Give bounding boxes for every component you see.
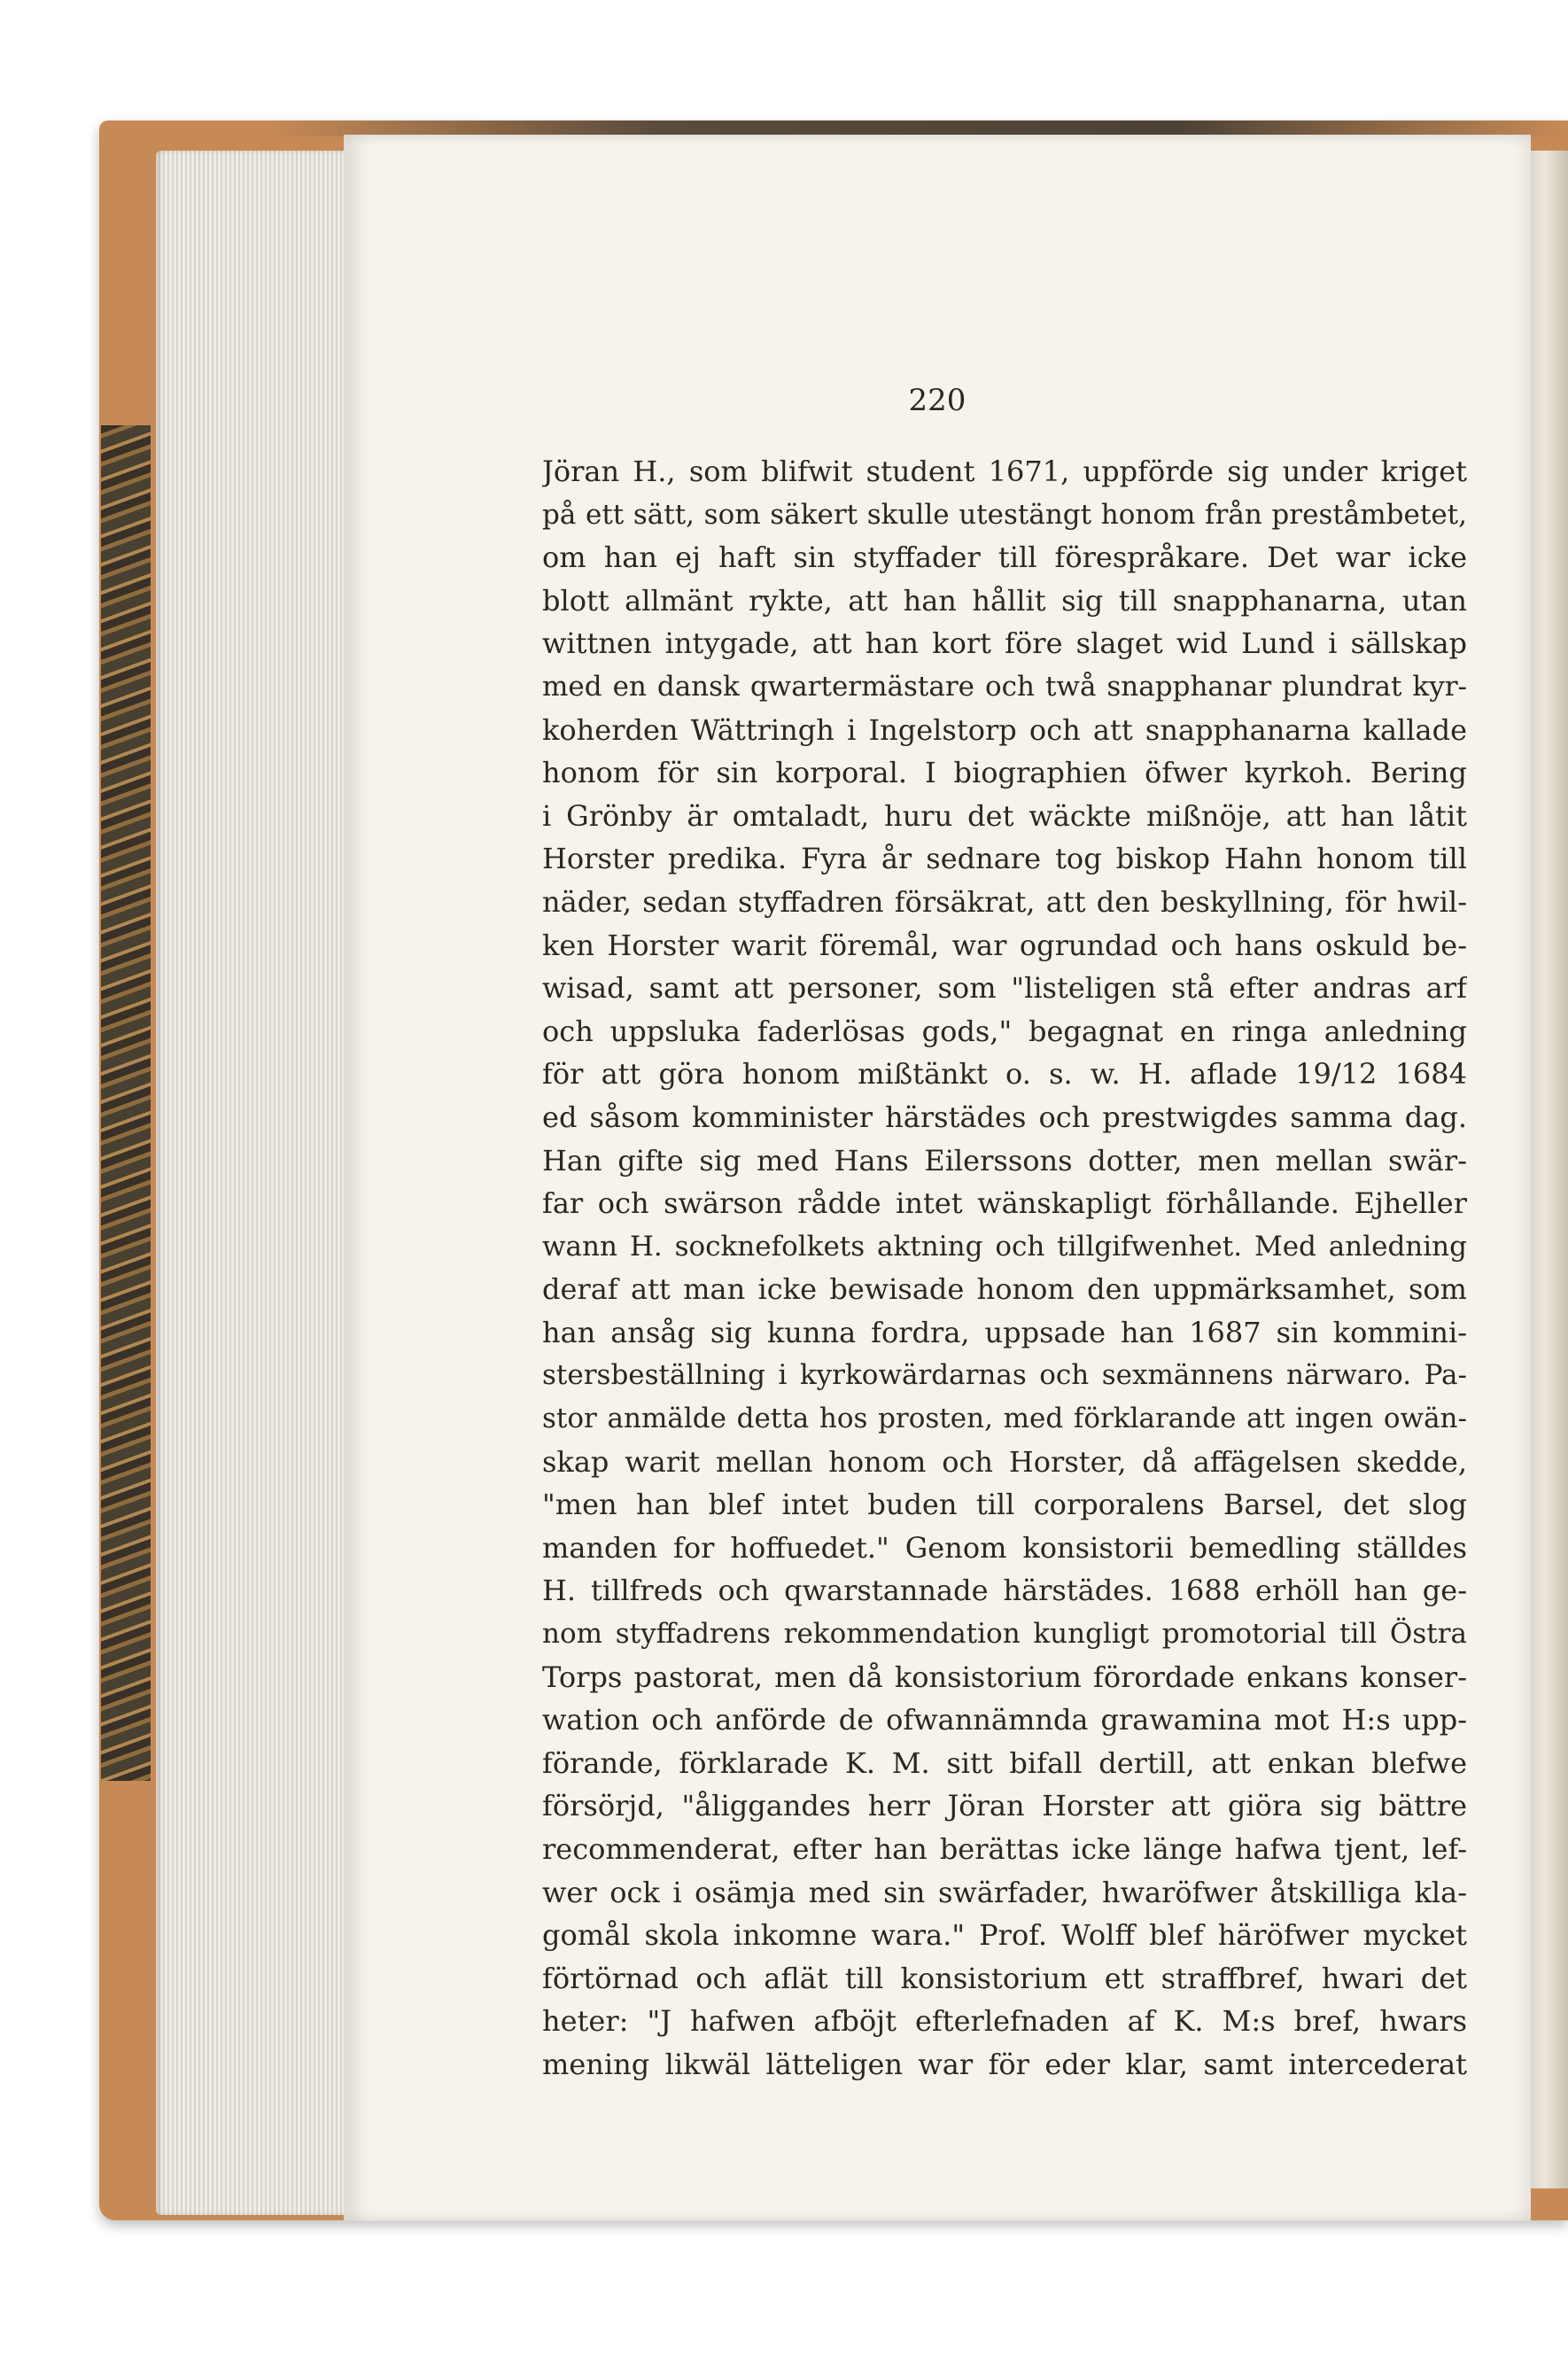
text-line: "men han blef intet buden till corporalens Barsel, det slog <box>542 1488 1467 1522</box>
text-line: deraf att man icke bewisade honom den uppmärksamhet, som <box>542 1272 1467 1307</box>
text-line: för att göra honom mißtänkt o. s. w. H. aflade 19/12 1684 <box>542 1057 1467 1092</box>
text-line: han ansåg sig kunna fordra, uppsade han 1687 sin kommini- <box>542 1315 1467 1349</box>
page-edges <box>156 151 360 2215</box>
text-line: recommenderat, efter han berättas icke länge hafwa tjent, lef- <box>542 1832 1467 1866</box>
facing-page-edge <box>1529 151 1568 2188</box>
text-line: i Grönby är omtaladt, huru det wäckte mißnöje, att han låtit <box>542 798 1467 833</box>
text-line: på ett sätt, som säkert skulle utestängt honom från preståmbetet, <box>542 498 1467 531</box>
text-line: heter: "J hafwen afböjt efterlefnaden af K. M:s bref, hwars <box>542 2004 1467 2039</box>
text-line: wann H. socknefolkets aktning och tillgifwenhet. Med anledning <box>542 1230 1467 1263</box>
text-line: om han ej haft sin styffader till förespråkare. Det war icke <box>542 540 1467 575</box>
text-line: Jöran H., som blifwit student 1671, uppförde sig under kriget <box>542 455 1467 488</box>
text-line: skap warit mellan honom och Horster, då affägelsen skedde, <box>542 1444 1467 1479</box>
text-line: Han gifte sig med Hans Eilerssons dotter, men mellan swär- <box>542 1143 1467 1178</box>
text-line: wisad, samt att personer, som "listeligen stå efter andras arf <box>542 971 1467 1006</box>
text-line: Horster predika. Fyra år sednare tog biskop Hahn honom till <box>542 842 1467 876</box>
text-line: stor anmälde detta hos prosten, med förklarande att ingen owän- <box>542 1403 1467 1435</box>
text-line: H. tillfreds och qwarstannade härstädes. 1688 erhöll han ge- <box>542 1574 1467 1608</box>
text-line: med en dansk qwartermästare och twå snapphanar plundrat kyr- <box>542 670 1467 703</box>
text-line: ed såsom komminister härstädes och prestwigdes samma dag. <box>542 1100 1467 1134</box>
text-line: honom för sin korporal. I biographien öfwer kyrkoh. Bering <box>542 756 1467 790</box>
page-number: 220 <box>908 383 966 418</box>
text-line: stersbeställning i kyrkowärdarnas och sexmännens närwaro. Pa- <box>542 1359 1467 1392</box>
book-page <box>344 135 1531 2221</box>
text-line: far och swärson rådde intet wänskapligt förhållande. Ejheller <box>542 1186 1467 1221</box>
text-line: koherden Wättringh i Ingelstorp och att snapphanarna kallade <box>542 712 1467 747</box>
marbled-board <box>101 425 151 1781</box>
text-line: försörjd, "åliggandes herr Jöran Horster att giöra sig bättre <box>542 1789 1467 1823</box>
text-line: nom styffadrens rekommendation kungligt promotorial till Östra <box>542 1618 1467 1651</box>
text-line: manden for hoffuedet." Genom konsistorii bemedling ställdes <box>542 1530 1467 1565</box>
text-line: förtörnad och aflät till konsistorium ett straffbref, hwari det <box>542 1961 1467 1995</box>
text-line: näder, sedan styffadren försäkrat, att den beskyllning, för hwil- <box>542 884 1467 919</box>
text-line: gomål skola inkomne wara." Prof. Wolff blef häröfwer mycket <box>542 1918 1467 1953</box>
text-line: ken Horster warit föremål, war ogrundad och hans oskuld be- <box>542 928 1467 962</box>
text-line: och uppsluka faderlösas gods," begagnat en ringa anledning <box>542 1014 1467 1048</box>
text-line: Torps pastorat, men då konsistorium förordade enkans konser- <box>542 1659 1467 1694</box>
text-line: mening likwäl lätteligen war för eder klar, samt intercederat <box>542 2047 1467 2081</box>
body-text <box>542 450 1467 2087</box>
text-line: wation och anförde de ofwannämnda grawamina mot H:s upp- <box>542 1703 1467 1737</box>
text-line: wer ock i osämja med sin swärfader, hwaröfwer åtskilliga kla- <box>542 1875 1467 1909</box>
text-line: wittnen intygade, att han kort före slaget wid Lund i sällskap <box>542 626 1467 661</box>
text-line: förande, förklarade K. M. sitt bifall dertill, att enkan blefwe <box>542 1745 1467 1780</box>
text-line: blott allmänt rykte, att han hållit sig till snapphanarna, utan <box>542 583 1467 618</box>
